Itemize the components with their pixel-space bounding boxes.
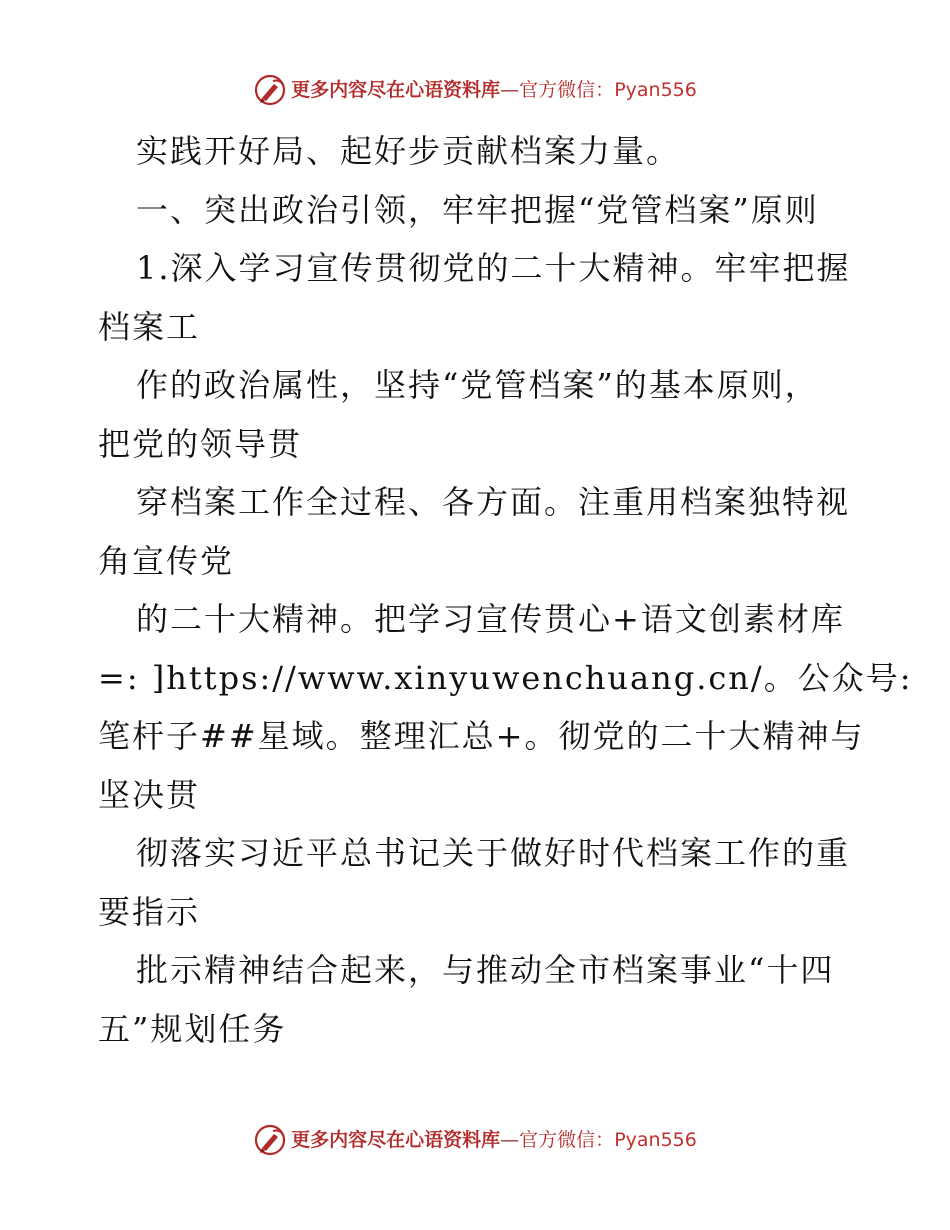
watermark-dash: —: [500, 78, 520, 101]
section-heading: 一、突出政治引领，牢牢把握“党管档案”原则: [136, 190, 819, 229]
body-line: 批示精神结合起来，与推动全市档案事业“十四: [136, 951, 835, 989]
body-line: 把党的领导贯: [98, 424, 303, 463]
watermark-id: Pyan556: [614, 1128, 697, 1151]
body-line: 档案工: [98, 307, 201, 346]
body-line: 要指示: [98, 892, 201, 931]
watermark-text: [291, 1128, 697, 1151]
body-line: 五”规划任务: [98, 1009, 287, 1048]
body-line: 作的政治属性，坚持“党管档案”的基本原则，: [136, 366, 819, 404]
watermark-label: 官方微信：: [519, 78, 615, 101]
body-line: 穿档案工作全过程、各方面。注重用档案独特视: [136, 483, 851, 521]
watermark-main: 更多内容尽在心语资料库: [291, 1128, 501, 1151]
watermark-dash: —: [500, 1128, 520, 1151]
body-line: 实践开好局、起好步贡献档案力量。: [136, 132, 681, 170]
body-line: 笔杆子##星域。整理汇总+。彻党的二十大精神与: [98, 717, 865, 755]
body-line: 彻落实习近平总书记关于做好时代档案工作的重: [136, 834, 851, 872]
body-line: 1.深入学习宣传贯彻党的二十大精神。牢牢把握: [136, 249, 851, 287]
body-line: 角宣传党: [98, 541, 235, 580]
watermark-main: 更多内容尽在心语资料库: [291, 78, 501, 101]
header-watermark: [0, 70, 950, 110]
pen-logo-icon: [253, 73, 287, 107]
body-line-url: =: ]https://www.xinyuwenchuang.cn/。公众号:: [98, 658, 913, 697]
document-body: [98, 122, 913, 1058]
watermark-text: [291, 78, 697, 101]
watermark-label: 官方微信：: [519, 1128, 615, 1151]
body-line: 坚决贯: [98, 775, 201, 814]
body-line: 的二十大精神。把学习宣传贯心+语文创素材库: [136, 600, 845, 638]
pen-logo-icon: [253, 1123, 287, 1157]
footer-watermark: [0, 1120, 950, 1160]
watermark-id: Pyan556: [614, 78, 697, 101]
